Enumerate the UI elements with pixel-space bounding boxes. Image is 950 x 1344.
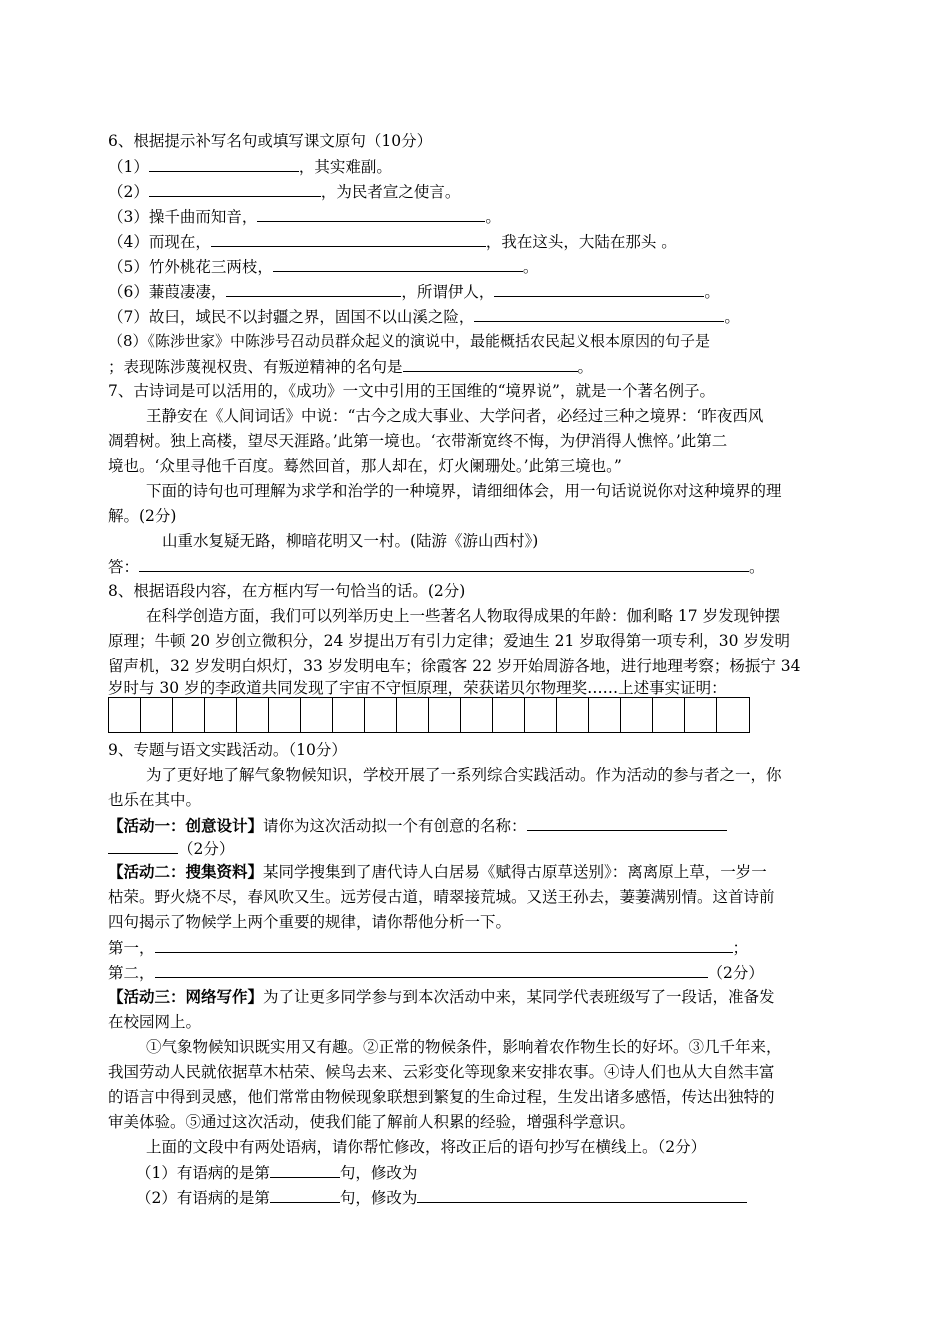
q6-blank-4[interactable]	[211, 231, 486, 247]
q9-passage-line-3: 的语言中得到灵感，他们常常由物候现象联想到繁复的生命过程，生发出诸多感悟，传达出独特的	[108, 1088, 775, 1106]
q6-item-7-tail: 。	[724, 308, 740, 326]
q7-task-line-1: 下面的诗句也可理解为求学和治学的一种境界，请细细体会，用一句话说说你对这种境界的理	[146, 482, 782, 500]
grid-cell[interactable]	[301, 698, 333, 732]
grid-cell[interactable]	[397, 698, 429, 732]
q7-quote-line-2: 凋碧树。独上高楼，望尽天涯路。’此第一境也。‘衣带渐宽终不悔，为伊消得人憔悴。’此第二	[108, 432, 728, 450]
q6-item-1-num: （1）	[108, 158, 149, 176]
second-tail: （2分）	[707, 964, 764, 982]
q6-blank-2[interactable]	[149, 181, 321, 197]
fix-2-number-blank[interactable]	[270, 1187, 340, 1203]
q6-item-1	[108, 156, 392, 177]
grid-cell[interactable]	[493, 698, 525, 732]
q6-item-2-num: （2）	[108, 183, 149, 201]
activity-3-text-1: 为了让更多同学参与到本次活动中来，某同学代表班级写了一段话，准备发	[263, 988, 775, 1006]
q6-item-8-line1: （8）《陈涉世家》中陈涉号召动员群众起义的演说中，最能概括农民起义根本原因的句子是	[108, 332, 711, 350]
q6-item-2	[108, 181, 460, 202]
q6-item-8-head: ；表现陈涉蔑视权贵、有叛逆精神的名句是	[108, 358, 403, 376]
q7-answer-label: 答：	[108, 558, 140, 576]
grid-cell[interactable]	[109, 698, 141, 732]
q7-answer-tail: 。	[749, 558, 765, 576]
q6-item-2-tail: ，为民者宣之使言。	[320, 183, 461, 201]
q6-item-6-mid: ，所谓伊人，	[401, 283, 495, 301]
q7-answer	[108, 556, 765, 577]
q6-item-7	[108, 306, 740, 327]
q9-activity-2-line-1	[108, 862, 767, 882]
grid-cell[interactable]	[205, 698, 237, 732]
fix-2-mid: 句，修改为	[339, 1189, 418, 1207]
grid-cell[interactable]	[525, 698, 557, 732]
activity-1-label: 【活动一：创意设计】	[108, 816, 264, 835]
q7-poem: 山重水复疑无路，柳暗花明又一村。(陆游《游山西村》)	[162, 532, 539, 550]
fix-2-head: （2）有语病的是第	[136, 1189, 270, 1207]
fix-1-head: （1）有语病的是第	[136, 1164, 270, 1182]
q6-item-5-head: （5）竹外桃花三两枝，	[108, 258, 273, 276]
activity-1-score: （2分）	[178, 840, 235, 858]
fix-1-number-blank[interactable]	[270, 1162, 340, 1178]
q9-passage-line-1: ①气象物候知识既实用又有趣。②正常的物候条件，影响着农作物生长的好坏。③几千年来，	[146, 1038, 782, 1056]
q6-blank-3[interactable]	[257, 206, 485, 222]
grid-cell[interactable]	[173, 698, 205, 732]
q9-intro-line-1: 为了更好地了解气象物候知识，学校开展了一系列综合实践活动。作为活动的参与者之一，你	[146, 766, 782, 784]
grid-cell[interactable]	[557, 698, 589, 732]
first-blank[interactable]	[155, 937, 733, 953]
q9-passage-line-2: 我国劳动人民就依据草木枯荣、候鸟去来、云彩变化等现象来安排农事。④诗人们也从大自然丰富	[108, 1063, 775, 1081]
grid-cell[interactable]	[685, 698, 717, 732]
q8-answer-grid[interactable]	[108, 697, 750, 733]
second-label: 第二，	[108, 964, 155, 982]
q8-line-3: 留声机，32 岁发明白炽灯，33 岁发明电车；徐霞客 22 岁开始周游各地，进行地理考察；杨振宁 34	[108, 657, 801, 675]
q9-passage-line-4: 审美体验。⑤通过这次活动，使我们能了解前人积累的经验，增强科学意识。	[108, 1113, 636, 1131]
q9-activity-3-line-2: 在校园网上。	[108, 1013, 202, 1031]
q6-item-8-tail: 。	[577, 358, 594, 376]
q8-heading: 8、根据语段内容，在方框内写一句恰当的话。(2分)	[108, 582, 466, 600]
q7-task-line-2: 解。(2分)	[108, 507, 177, 525]
q6-item-1-tail: ，其实难副。	[298, 158, 392, 176]
q6-item-4	[108, 231, 677, 252]
q6-blank-8[interactable]	[403, 356, 578, 372]
q6-item-5-tail: 。	[522, 258, 539, 276]
q9-activity-2-line-3: 四句揭示了物候学上两个重要的规律，请你帮他分析一下。	[108, 913, 512, 931]
activity-1-blank-cont[interactable]	[108, 838, 178, 854]
q8-line-4: 岁时与 30 岁的李政道共同发现了宇宙不守恒原理，荣获诺贝尔物理奖……上述事实证明：	[108, 679, 727, 697]
fix-2-sentence-blank[interactable]	[417, 1187, 747, 1203]
q6-blank-6b[interactable]	[494, 281, 704, 297]
q6-item-5	[108, 256, 538, 277]
grid-cell[interactable]	[717, 698, 749, 732]
q9-first	[108, 937, 748, 958]
q6-item-4-head: （4）而现在，	[108, 233, 211, 251]
q7-heading: 7、古诗词是可以活用的，《成功》一文中引用的王国维的“境界说”，就是一个著名例子。	[108, 382, 715, 400]
q6-item-3-tail: 。	[485, 208, 501, 226]
q6-item-7-head: （7）故曰，域民不以封疆之界，固国不以山溪之险，	[108, 308, 475, 326]
q6-item-4-tail: ，我在这头，大陆在那头 。	[485, 233, 677, 251]
grid-cell[interactable]	[461, 698, 493, 732]
q9-activity-1-score	[108, 838, 234, 859]
q9-fix-2	[136, 1187, 747, 1208]
q7-quote-line-3: 境也。‘众里寻他千百度。蓦然回首，那人却在，灯火阑珊处。’此第三境也。”	[108, 457, 622, 475]
q9-activity-2-line-2: 枯荣。野火烧不尽，春风吹又生。远芳侵古道，晴翠接荒城。又送王孙去，萋萋满别情。这首诗前	[108, 888, 775, 906]
q6-item-8-line2	[108, 356, 593, 377]
grid-cell[interactable]	[621, 698, 653, 732]
q9-intro-line-2: 也乐在其中。	[108, 791, 202, 809]
grid-cell[interactable]	[237, 698, 269, 732]
q6-item-6	[108, 281, 720, 302]
grid-cell[interactable]	[333, 698, 365, 732]
fix-1-mid: 句，修改为	[339, 1164, 418, 1182]
q8-line-2: 原理；牛顿 20 岁创立微积分，24 岁提出万有引力定律；爱迪生 21 岁取得第一项专利，30 岁发明	[108, 632, 790, 650]
q6-item-3-head: （3）操千曲而知音，	[108, 208, 258, 226]
q9-activity-3-line-1	[108, 987, 775, 1007]
q9-task: 上面的文段中有两处语病，请你帮忙修改，将改正后的语句抄写在横线上。（2分）	[146, 1138, 707, 1156]
q9-activity-1	[108, 815, 727, 836]
q9-fix-1	[136, 1162, 417, 1183]
q6-blank-6a[interactable]	[226, 281, 401, 297]
activity-2-text-1: 某同学搜集到了唐代诗人白居易《赋得古原草送别》：离离原上草，一岁一	[263, 863, 767, 881]
second-blank[interactable]	[155, 962, 708, 978]
grid-cell[interactable]	[429, 698, 461, 732]
activity-2-label: 【活动二：搜集资料】	[108, 862, 264, 881]
activity-1-text: 请你为这次活动拟一个有创意的名称：	[263, 817, 527, 835]
first-label: 第一，	[108, 939, 155, 957]
grid-cell[interactable]	[589, 698, 621, 732]
grid-cell[interactable]	[365, 698, 397, 732]
q9-second	[108, 962, 764, 983]
q6-item-6-tail: 。	[704, 283, 720, 301]
q6-blank-1[interactable]	[149, 156, 299, 172]
q8-line-1: 在科学创造方面，我们可以列举历史上一些著名人物取得成果的年龄：伽利略 17 岁发现钟摆	[146, 607, 781, 625]
q9-heading: 9、专题与语文实践活动。（10分）	[108, 741, 347, 759]
first-tail: ；	[732, 939, 749, 957]
q6-item-6-head: （6）蒹葭凄凄，	[108, 283, 227, 301]
q6-blank-5[interactable]	[273, 256, 523, 272]
q7-answer-blank[interactable]	[139, 556, 749, 572]
activity-3-label: 【活动三：网络写作】	[108, 987, 264, 1006]
q6-blank-7[interactable]	[474, 306, 724, 322]
grid-cell[interactable]	[653, 698, 685, 732]
activity-1-blank[interactable]	[527, 815, 727, 831]
q6-item-3	[108, 206, 501, 227]
grid-cell[interactable]	[141, 698, 173, 732]
q7-quote-line-1: 王静安在《人间词话》中说：“古今之成大事业、大学问者，必经过三种之境界：‘昨夜西风	[146, 407, 764, 425]
q6-heading: 6、根据提示补写名句或填写课文原句（10分）	[108, 132, 433, 150]
grid-cell[interactable]	[269, 698, 301, 732]
